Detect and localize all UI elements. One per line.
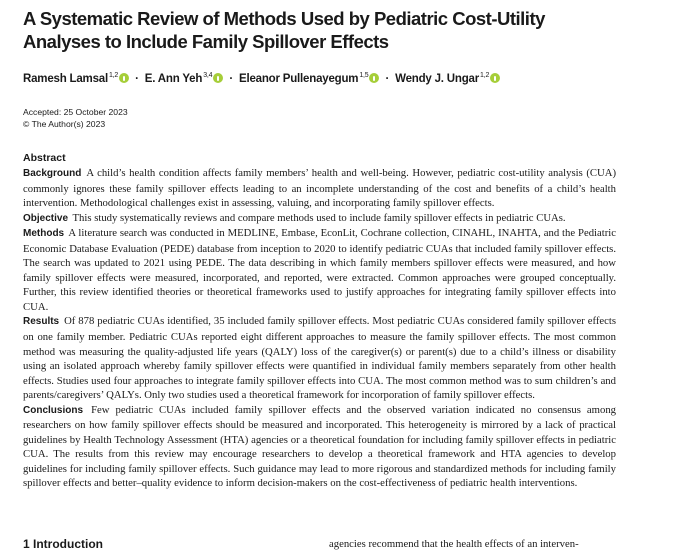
author-affiliation: 3,4 — [203, 72, 213, 79]
section-text: Of 878 pediatric CUAs identified, 35 included family spillover effects. Most pediatric CUAs considered family spillover effects on one family member. Pediatric CUAs reported eight different approaches to measure the family spillover effects. The most common method was measuring the quality-adjusted life years (QALY) loss of the caregiver(s) or parent(s) due to a child’s illness or disability using an isolated approach whereby family spillover effects were quantified in individual family members separately from other health effects. Studies used four approaches to integrate family spillover effects into CUA. The most common method was to sum children’s and parents/caregivers’ QALYs. Only two studies used a theoretical framework for incorporation of family spillover effects. — [23, 315, 617, 402]
right-column-text: agencies recommend that the health effects of an interven- — [329, 538, 579, 550]
author-affiliation: 1,5 — [359, 72, 369, 79]
accepted-date: Accepted: 25 October 2023 — [23, 107, 128, 117]
orcid-icon[interactable] — [490, 73, 500, 83]
abstract-heading: Abstract — [23, 152, 66, 164]
section-text: This study systematically reviews and compare methods used to include family spillover effects in pediatric CUAs. — [72, 211, 566, 224]
author-name: Ramesh Lamsal — [23, 73, 108, 85]
author-list — [23, 69, 500, 86]
author-affiliation: 1,2 — [108, 72, 119, 79]
author-affiliation: 1,2 — [480, 72, 490, 79]
abstract-section-background — [23, 166, 616, 211]
abstract-section-objective — [23, 211, 616, 227]
author-separator: · — [229, 73, 233, 85]
section-label: Methods — [23, 228, 65, 240]
section-label: Conclusions — [23, 404, 84, 416]
paper-title — [23, 7, 583, 53]
section-text: A literature search was conducted in MEDLINE, Embase, EconLit, Cochrane collection, CINAHL, INAHTA, and the Pediatric Economic Database Evaluation (PEDE) database from inception to 2020 to identify pediatric CUAs that included family spillover effects. The search was updated to 2021 using PEDE. The data describing in which family members spillover effects were measured, and how family spillover effects were measured, incorporated, and reported, were extracted. Common approaches were grouped conceptually. Further, this review identified theories or theoretical frameworks used to justify approaches for integrating family spillover effects into CUA. — [23, 227, 616, 313]
abstract-section-conclusions — [23, 403, 616, 491]
abstract-body — [23, 166, 616, 491]
author-separator: · — [135, 73, 139, 85]
author-name: Eleanor Pullenayegum — [238, 73, 359, 85]
section-label: Results — [23, 316, 60, 328]
introduction-heading: 1 Introduction — [23, 537, 103, 551]
title-line: A Systematic Review of Methods Used by Pediatric Cost-Utility — [23, 8, 545, 29]
section-label: Background — [23, 168, 82, 179]
orcid-icon[interactable] — [119, 73, 129, 83]
author-name: E. Ann Yeh — [144, 73, 203, 85]
author-separator: · — [385, 73, 390, 85]
section-label: Objective — [23, 212, 69, 224]
section-text: Few pediatric CUAs included family spillover effects and the observed variation indicated no consensus among researchers on how family spillover effects should be measured and incorporated. This heterogeneity is mirrored by a lack of practical guidelines by Health Technology Assessment (HTA) agencies or a theoretical foundation for including family spillover effects in pediatric CUA. The results from this review may encourage researchers to develop a theoretical framework and HTA agencies to develop guidelines for including family spillover effects. Such guidance may lead to more rigorous and standardized methods for including family spillover effects and better–quality evidence to inform decision-makers on the cost-effectiveness of pediatric health interventions. — [23, 403, 617, 490]
article-meta — [23, 106, 128, 130]
section-text: A child’s health condition affects family members’ health and well-being. However, pediatric cost-utility analysis (CUA) commonly ignores these family spillover effects leading to an incomplete understanding of the cost and benefits of a child’s health intervention. Methodological challenges exist in assessing, valuing, and incorporating family spillover effects. — [23, 167, 617, 210]
author-name: Wendy J. Ungar — [395, 73, 480, 85]
abstract-section-methods — [23, 226, 616, 314]
orcid-icon[interactable] — [369, 73, 379, 83]
orcid-icon[interactable] — [213, 73, 223, 83]
copyright-notice: © The Author(s) 2023 — [23, 119, 106, 129]
abstract-section-results — [23, 314, 616, 402]
title-line: Analyses to Include Family Spillover Effects — [23, 31, 389, 52]
